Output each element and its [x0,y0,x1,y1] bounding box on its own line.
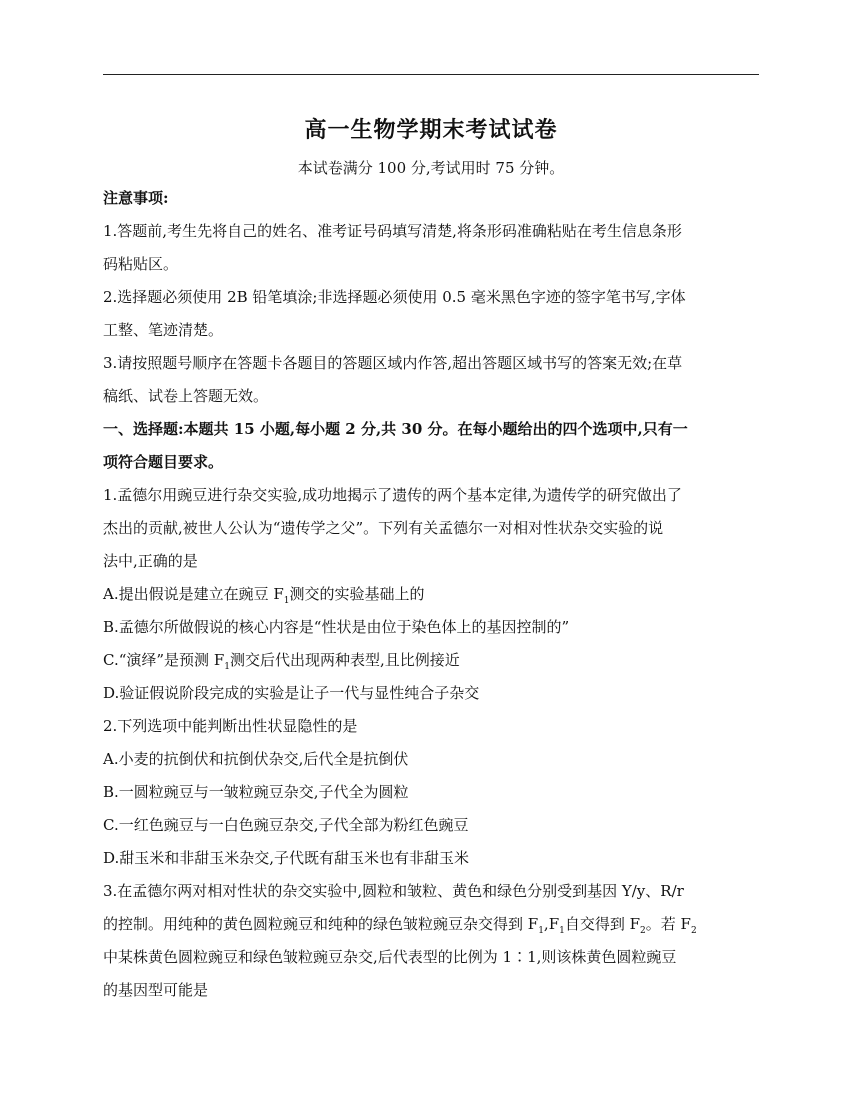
option-text: C.“演绎”是预测 F [103,651,225,669]
question-2-option-d: D.甜玉米和非甜玉米杂交,子代既有甜玉米也有非甜玉米 [103,849,470,867]
stem-text: ,F [543,915,560,933]
question-1-stem: 法中,正确的是 [103,552,198,570]
page-content [103,110,759,1007]
note-line: 2.选择题必须使用 2B 铅笔填涂;非选择题必须使用 0.5 毫米黑色字迹的签字笔书写,字体 [103,288,686,306]
subscript: 1 [224,662,230,672]
stem-text: 自交得到 F [564,915,641,933]
question-3-stem: 的基因型可能是 [103,981,209,999]
header-rule [103,74,759,75]
option-text: 测交的实验基础上的 [289,585,425,603]
question-1-option-b: B.孟德尔所做假说的核心内容是“性状是由位于染色体上的基因控制的” [103,618,570,636]
subscript: 1 [538,926,544,936]
note-line: 工整、笔迹清楚。 [103,321,224,339]
stem-text: 的控制。用纯种的黄色圆粒豌豆和纯种的绿色皱粒豌豆杂交得到 F [103,915,539,933]
page-title: 高一生物学期末考试试卷 [304,117,558,143]
question-2-option-a: A.小麦的抗倒伏和抗倒伏杂交,后代全是抗倒伏 [103,750,409,768]
question-3-stem: 中某株黄色圆粒豌豆和绿色皱粒豌豆杂交,后代表型的比例为 1∶1,则该株黄色圆粒豌豆 [103,948,677,966]
section-heading: 项符合题目要求。 [103,453,224,471]
question-1-option-a [103,578,759,611]
question-3-stem [103,908,759,941]
question-1-stem: 杰出的贡献,被世人公认为“遗传学之父”。下列有关孟德尔一对相对性状杂交实验的说 [103,519,664,537]
question-1-option-d: D.验证假说阶段完成的实验是让子一代与显性纯合子杂交 [103,684,480,702]
subscript: 1 [559,926,565,936]
subscript: 2 [690,926,697,936]
question-3-stem: 3.在孟德尔两对相对性状的杂交实验中,圆粒和皱粒、黄色和绿色分别受到基因 Y/y、R/r [103,882,684,900]
question-1-option-c [103,644,759,677]
subscript: 1 [283,596,290,606]
note-line: 3.请按照题号顺序在答题卡各题目的答题区域内作答,超出答题区域书写的答案无效;在草 [103,354,683,372]
section-heading: 一、选择题:本题共 15 小题,每小题 2 分,共 30 分。在每小题给出的四个选项中,只有一 [103,420,688,438]
note-line: 1.答题前,考生先将自己的姓名、准考证号码填写清楚,将条形码准确粘贴在考生信息条形 [103,222,682,240]
option-text: 测交后代出现两种表型,且比例接近 [229,651,460,669]
stem-text: 。若 F [645,915,691,933]
question-2-option-c: C.一红色豌豆与一白色豌豆杂交,子代全部为粉红色豌豆 [103,816,469,834]
question-2-stem: 2.下列选项中能判断出性状显隐性的是 [103,717,358,735]
notes-heading: 注意事项: [103,189,169,207]
question-1-stem: 1.孟德尔用豌豆进行杂交实验,成功地揭示了遗传的两个基本定律,为遗传学的研究做出了 [103,486,682,504]
note-line: 码粘贴区。 [103,255,179,273]
note-line: 稿纸、试卷上答题无效。 [103,387,269,405]
exam-info: 本试卷满分 100 分,考试用时 75 分钟。 [297,159,565,177]
subscript: 2 [640,926,646,936]
option-text: A.提出假说是建立在豌豆 F [103,585,284,603]
question-2-option-b: B.一圆粒豌豆与一皱粒豌豆杂交,子代全为圆粒 [103,783,409,801]
